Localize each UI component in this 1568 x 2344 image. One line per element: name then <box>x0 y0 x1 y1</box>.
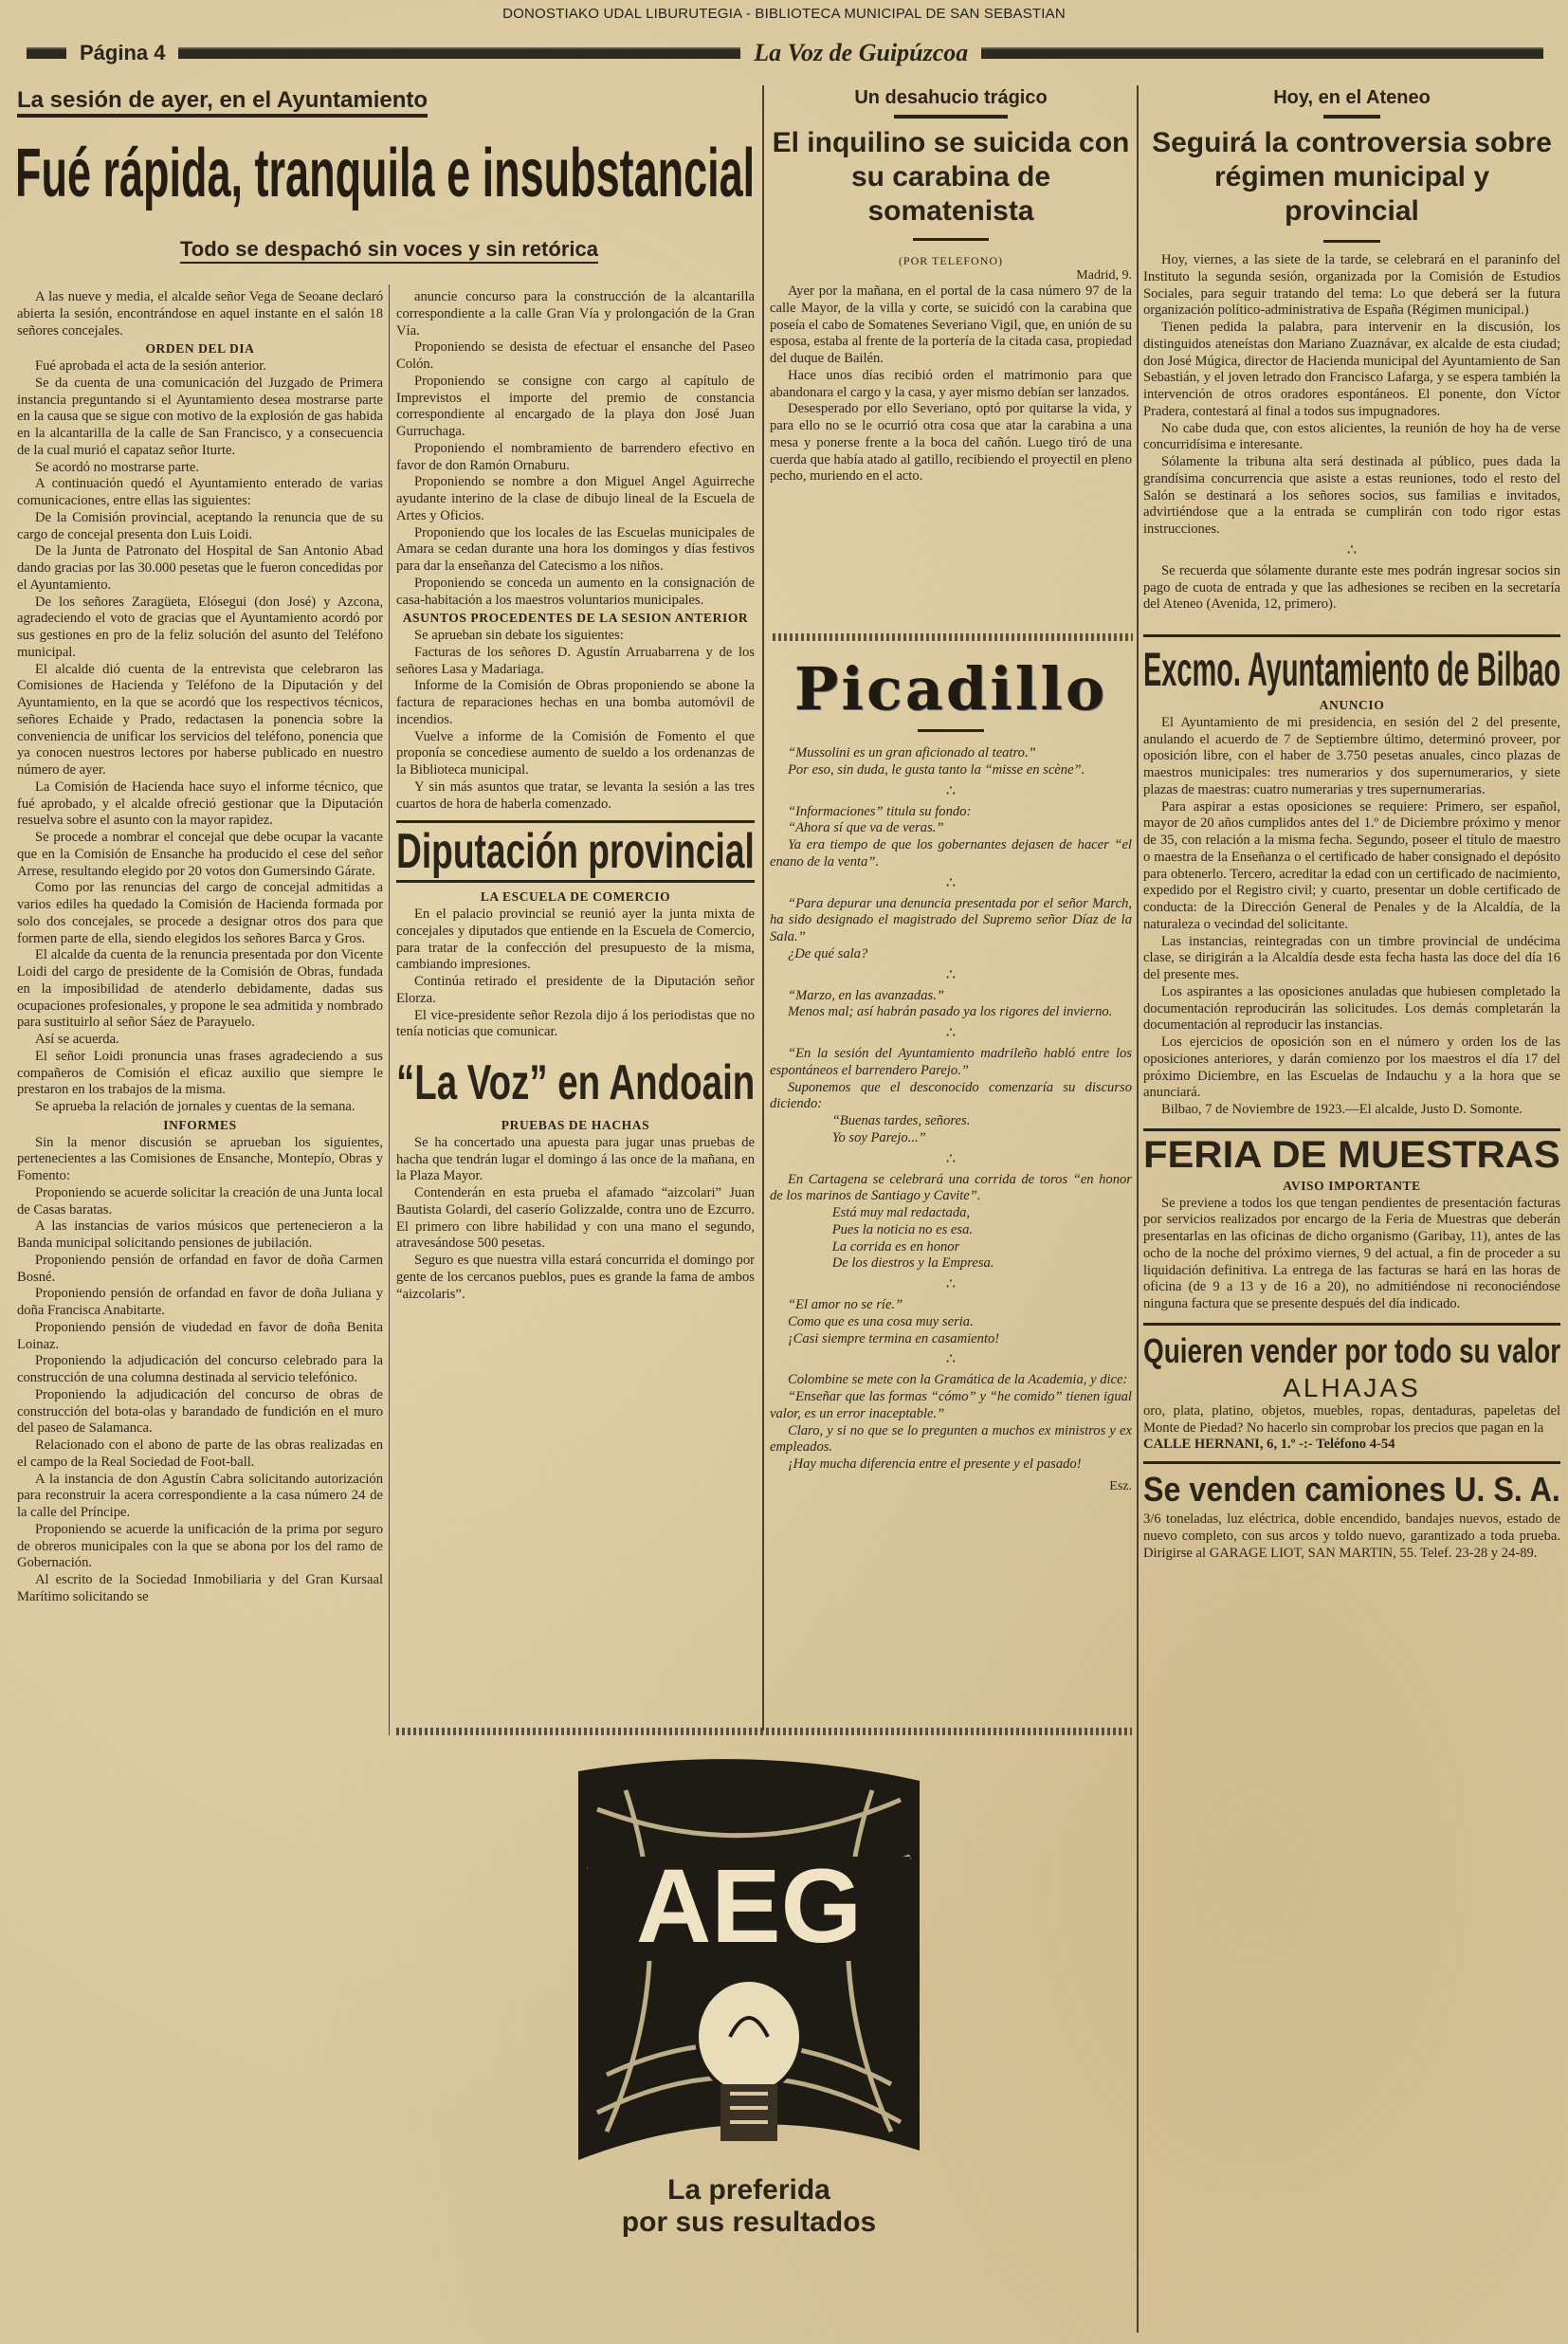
paragraph: Sólamente la tribuna alta será destinada al público, pues dada la grandísima concurrencia que asiste a estas reuniones, todo el resto del Salón se destinará a los señores socios, sus familias e invitados, advirtiéndose que a la entrada se cumplirán con todo rigor estas instrucciones. <box>1143 454 1560 537</box>
page-number: Página 4 <box>80 41 166 64</box>
article-kicker: Hoy, en el Ateneo <box>1273 87 1431 108</box>
paragraph: No cabe duda que, con estos alicientes, la reunión de hoy ha de verse concurridísima e interesante. <box>1143 420 1560 453</box>
paragraph: Proponiendo se desista de efectuar el ensanche del Paseo Colón. <box>396 339 755 372</box>
article-kicker: Un desahucio trágico <box>854 87 1048 108</box>
paragraph: Se aprueba la relación de jornales y cuentas de la semana. <box>34 1099 356 1114</box>
andoain-headline: “La Voz” en Andoain <box>396 1055 756 1110</box>
ad-headline: Se venden camiones U. S. A. <box>1143 1470 1560 1509</box>
paragraph: Menos mal; así habrán pasado ya los rigores del invierno. <box>787 1004 1113 1020</box>
paragraph: El alcalde da cuenta de la renuncia presentada por don Vicente Loidi del cargo de presidente de la Comisión de Obras, fundada en la imposibilidad de atenderlo debidamente, dadas sus ocupaciones profesionales, y propone le sea admitida y nombrado para sustituirlo al señor Sáez de Parayuelo. <box>17 947 383 1031</box>
paragraph: Proponiendo pensión de orfandad en favor de doña Juliana y doña Francisca Anabitarte. <box>17 1286 383 1318</box>
diputacion-headline: Diputación provincial <box>396 824 755 880</box>
ornament-icon: ∴ <box>1346 541 1358 559</box>
paragraph: Proponiendo la adjudicación del concurso celebrado para la construcción de una columna destinada al servicio telefónico. <box>17 1353 383 1385</box>
paragraph: Como por las renuncias del cargo de concejal admitidas a varios ediles ha quedado la Comisión de Hacienda formada por solo dos concejales, se procede a designar otros dos para que formen parte de ella, siendo elegidos los señores Barca y Gros. <box>17 880 383 946</box>
paragraph: Contenderán en esta prueba el afamado “aizcolari” Juan Bautista Golardi, del caserío Golizzalde, contra uno de Ezcurro. El primero con libre habilidad y con una mano el segundo, atravesándose 500 pesetas. <box>396 1185 755 1252</box>
paragraph: Se aprueban sin debate los siguientes: <box>413 628 624 643</box>
paragraph: “Mussolini es un gran aficionado al teatro.” <box>787 745 1036 760</box>
paragraph: Colombine se mete con la Gramática de la Academia, y dice: <box>787 1372 1128 1388</box>
ornament-icon: ∴ <box>945 1351 957 1368</box>
masthead-rule <box>178 47 740 59</box>
paragraph: La Comisión de Hacienda hace suyo el informe técnico, que fué aprobado, y el alcalde ofreció gestionar que la Diputación resuelva sobre el asunto con la mayor rapidez. <box>17 778 383 829</box>
paragraph: anuncie concurso para la construcción de la alcantarilla correspondiente a la calle Gran Vía y prolongación de la Gran Vía. <box>396 289 755 339</box>
paragraph: Para aspirar a estas oposiciones se requiere: Primero, ser español, mayor de 20 años cumplidos antes del 1.º de Diciembre próximo y menor de 35, con relación a la misma fecha. Segundo, poseer el título de maestro o maestra de la Enseñanza o el certificado de haber consignado el depósito para obtenerlo. Tercero, acreditar la edad con un certificado de nacimiento, expedido por el Registro civil; y cuarto, presentar un doble certificado de conducta: de la Dirección General de Penales y de la Alcaldía, de la naturaleza o vecindad del solicitante. <box>1143 798 1560 932</box>
notice-subhead: AVISO IMPORTANTE <box>1283 1178 1421 1193</box>
ateneo-note: Se recuerda que sólamente durante este mes podrán ingresar socios sin pago de cuota de entrada y que las adhesiones se reciben en la secretaría del Ateneo (Avenida, 12, primero). <box>1143 562 1560 613</box>
section-subhead: LA ESCUELA DE COMERCIO <box>480 889 671 905</box>
paragraph: Ya era tiempo de que los gobernantes dejasen de hacer “el enano de la venta”. <box>770 837 1132 870</box>
article-desahucio <box>770 87 1132 485</box>
column-divider <box>1137 85 1139 2333</box>
picadillo-item <box>770 1046 1132 1147</box>
aeg-slogan-line: La preferida <box>667 2174 830 2206</box>
paragraph: Bilbao, 7 de Noviembre de 1923.—El alcalde, Justo D. Somonte. <box>1160 1102 1522 1117</box>
paragraph: Informe de la Comisión de Obras proponiendo se abone la factura de reparaciones hechas en una bomba automóvil de incendios. <box>396 678 755 727</box>
masthead <box>27 38 1543 68</box>
masthead-rule <box>27 47 66 59</box>
diputacion-box <box>396 820 755 883</box>
paragraph: El alcalde dió cuenta de la entrevista que celebraron las Comisiones de Hacienda y Teléfono de la Diputación y del Ayuntamiento, en la que se acordó que los respectivos técnicos, señores Echaide y Prado, redactasen la ponencia sobre la conveniencia de unificar los servicios del teléfono, ponencia que ya conocen nuestros lectores por haberse publicado en nuestro número de ayer. <box>17 661 383 778</box>
paragraph: Así se acuerda. <box>34 1032 119 1047</box>
verse-line: Yo soy Parejo...” <box>831 1129 926 1145</box>
picadillo-item <box>770 988 1132 1022</box>
source-line: (POR TELEFONO) <box>898 254 1004 267</box>
article-ateneo <box>1143 87 1560 613</box>
ad-address: CALLE HERNANI, 6, 1.º -:- Teléfono 4-54 <box>1143 1437 1395 1453</box>
paragraph: Al escrito de la Sociedad Inmobiliaria y del Gran Kursaal Marítimo solicitando se <box>17 1572 383 1604</box>
paragraph: Se da cuenta de una comunicación del Juzgado de Primera instancia preguntando si el Ayuntamiento desea mostrarse parte en la causa que se sigue con motivo de la explosión de gas habida en la alcantarilla de la calle de San Francisco, y a consecuencia de la cual murió el capataz señor Iturte. <box>17 375 383 458</box>
paragraph: Proponiendo pensión de viudedad en favor de doña Benita Loinaz. <box>17 1319 383 1352</box>
ornament-icon: ∴ <box>945 966 957 983</box>
rule <box>913 238 989 241</box>
article-body <box>1143 252 1560 539</box>
paragraph: El señor Loidi pronuncia unas frases agradeciendo a sus compañeros de Comisión el eficaz auxilio que siempre le prestaron en los trabajos de la misma. <box>17 1048 383 1098</box>
paragraph: Se ha concertado una apuesta para jugar unas pruebas de hacha que tendrán lugar el domingo á las once de la mañana, en la Plaza Mayor. <box>396 1134 755 1184</box>
section-subhead: ORDEN DEL DIA <box>145 341 255 357</box>
ornament-icon: ∴ <box>945 874 957 891</box>
paragraph: Como que es una cosa muy seria. <box>787 1313 974 1329</box>
paragraph: Se acordó no mostrarse parte. <box>34 459 200 475</box>
column-divider <box>762 85 764 1731</box>
rule <box>1323 115 1380 119</box>
masthead-rule <box>981 47 1543 59</box>
paragraph: “Marzo, en las avanzadas.” <box>787 987 944 1003</box>
notice-headline: Excmo. Ayuntamiento de Bilbao <box>1143 643 1561 696</box>
article-headline-box <box>15 138 755 209</box>
verse-line: “Buenas tardes, señores. <box>831 1113 971 1128</box>
verse-line: De los diestros y la Empresa. <box>831 1255 994 1272</box>
verse-line: Pues la noticia no es esa. <box>831 1221 974 1237</box>
paragraph: Proponiendo pensión de orfandad en favor de doña Carmen Bosné. <box>17 1252 383 1285</box>
diputacion-body <box>396 888 755 1041</box>
paragraph: En Cartagena se celebrará una corrida de toros “en honor de los marinos de Santiago y Cavite”. <box>770 1171 1132 1204</box>
feria-notice <box>1143 1128 1560 1313</box>
paragraph: Hace unos días recibió orden el matrimonio para que abandonara el cargo y la casa, y ayer mismo debían ser lanzados. <box>770 367 1132 400</box>
paragraph: “Ahora sí que va de veras.” <box>787 820 944 836</box>
paragraph: Proponiendo se consigne con cargo al capítulo de Imprevistos el importe del premio de constancia correspondiente al encargado de la playa don José Juan Gurruchaga. <box>396 373 755 439</box>
paragraph: Proponiendo se acuerde solicitar la creación de una Junta local de Casas baratas. <box>17 1184 383 1218</box>
signature: Esz. <box>1109 1478 1132 1493</box>
notice-body <box>1143 715 1560 1119</box>
paragraph: “Enseñar que las formas “cómo” y “he comido” tienen igual valor, es un error inaceptable.” <box>770 1389 1132 1421</box>
column-divider <box>389 284 390 1735</box>
wavy-rule <box>773 633 1133 641</box>
paragraph: Continúa retirado el presidente de la Diputación señor Elorza. <box>396 974 755 1006</box>
paragraph: Ayer por la mañana, en el portal de la casa número 97 de la calle Mayor, de la villa y corte, se suicidó con la carabina que poseía el cabo de Somatenes Severiano Vigil, que, en unión de su esposa, estaba al frente de la portería de la citada casa, propiedad del duque de Bailén. <box>770 284 1132 366</box>
newspaper-title: La Voz de Guipúzcoa <box>754 39 969 66</box>
verse-line: La corrida es en honor <box>831 1238 960 1254</box>
paragraph: Los ejercicios de oposición son en el número y orden los de las oposiciones anteriores, y darán comienzo por los maestros el día 17 del próximo Diciembre, en las Escuelas de Indauchu y a la hora que se anunciará. <box>1143 1035 1560 1101</box>
paragraph: ¿De qué sala? <box>787 945 868 961</box>
article-body <box>770 284 1132 485</box>
archive-caption: DONOSTIAKO UDAL LIBURUTEGIA - BIBLIOTECA MUNICIPAL DE SAN SEBASTIAN <box>502 6 1066 22</box>
article-column-2 <box>396 289 755 813</box>
paragraph: Las instancias, reintegradas con un timbre provincial de undécima clase, se dirigirán a la Alcaldía desde esta fecha hasta las doce del día 16 del presente mes. <box>1143 933 1560 982</box>
ornament-icon: ∴ <box>945 1025 957 1041</box>
paragraph: “Para depurar una denuncia presentada por el señor March, ha sido designado el magistrado del Supremo señor Díaz de la Sala.” <box>770 895 1132 944</box>
paragraph: Proponiendo que los locales de las Escuelas municipales de Amara se cedan durante una hora los domingos y días festivos para dar la enseñanza del Catecismo a los niños. <box>396 524 755 574</box>
ad-body: 3/6 toneladas, luz eléctrica, doble encendido, bandajes nuevos, estado de nuevo completo, con sus arcos y toldo nuevo, garantizado a toda prueba. Dirigirse al GARAGE LIOT, SAN MARTIN, 55. Telef. 23-28 y 24-89. <box>1143 1511 1560 1561</box>
alhajas-advertisement <box>1143 1323 1560 1454</box>
column-picadillo <box>770 654 1132 1494</box>
article-subhead: Todo se despachó sin voces y sin retórica <box>180 237 598 264</box>
article-headline: Fué rápida, tranquila e insubstancial <box>15 136 756 211</box>
paragraph: Sin la menor discusión se aprueban los siguientes, pertenecientes a las Comisiones de Ensanche, Montepío, Obras y Fomento: <box>17 1134 383 1183</box>
paragraph: Los aspirantes a las oposiciones anuladas que hubiesen completado la documentación reproducirán las solicitudes. Los demás completarán la documentación al reproducir las instancias. <box>1143 983 1560 1034</box>
paragraph: A las instancias de varios músicos que pertenecieron a la Banda municipal solicitando pensiones de jubilación. <box>17 1218 383 1251</box>
paragraph: De la Comisión provincial, aceptando la renuncia que de su cargo de concejal presenta don Luis Loidi. <box>17 509 383 542</box>
paragraph: Proponiendo se acuerde la unificación de la prima por seguro de obreros municipales con la que se abona por los del ramo de Gobernación. <box>17 1521 383 1571</box>
paragraph: Facturas de los señores D. Agustín Arruabarrena y de los señores Lasa y Madariaga. <box>396 644 755 677</box>
picadillo-item <box>770 804 1132 871</box>
paragraph: Desesperado por ello Severiano, optó por quitarse la vida, y para ello no se le ocurrió otra cosa que atar la carabina a una mesa y ponerse frente a la boca del cañón. Luego tiró de una cuerda que había atado al gatillo, recibiendo el proyectil en pleno pecho, muriendo en el acto. <box>770 401 1132 485</box>
paragraph: “En la sesión del Ayuntamiento madrileño habló entre los espontáneos el barrendero Parejo.” <box>770 1046 1132 1078</box>
verse-line: Está muy mal redactada, <box>831 1205 971 1220</box>
picadillo-item <box>770 1172 1132 1273</box>
article-headline: Seguirá la controversia sobre régimen municipal y provincial <box>1152 127 1552 227</box>
article-headline: El inquilino se suicida con su carabina de somatenista <box>772 127 1130 227</box>
paragraph: El Ayuntamiento de mi presidencia, en sesión del 2 del presente, anulando el acuerdo de 7 de Septiembre último, determinó proveer, por oposición libre, con el haber de 3.750 pesetas anuales, cinco plazas de maestros municipales: tres numerarios y dos supernumerarios, y siete plazas de maestras: cuatro numerarias y tres supernumerarias. <box>1143 714 1560 797</box>
picadillo-item <box>770 745 1132 779</box>
wavy-rule <box>396 1728 1132 1735</box>
paragraph: ¡Hay mucha diferencia entre el presente y el pasado! <box>787 1456 1082 1472</box>
picadillo-item <box>770 896 1132 963</box>
picadillo-title: Picadillo <box>793 654 1108 723</box>
section-subhead: PRUEBAS DE HACHAS <box>501 1118 650 1132</box>
paragraph: Proponiendo la adjudicación del concurso de obras de construcción del bota-olas y barandado de fundición en el muro del paseo de Salamanca. <box>17 1386 383 1437</box>
rule <box>918 729 984 732</box>
picadillo-item <box>770 1372 1132 1474</box>
paragraph: Suponemos que el desconocido comenzaría su discurso diciendo: <box>770 1079 1132 1112</box>
paragraph: Proponiendo el nombramiento de barrendero efectivo en favor de don Ramón Ornaburu. <box>396 440 755 473</box>
andoain-box <box>396 1054 755 1111</box>
paragraph: De la Junta de Patronato del Hospital de San Antonio Abad dando gracias por las 30.000 pesetas que le fueron concedidas por el Ayuntamiento. <box>17 543 383 593</box>
paragraph: Vuelve a informe de la Comisión de Fomento el que proponía se concediese aumento de sueldo a los ordenanzas de la Biblioteca municipal. <box>396 728 755 778</box>
paragraph: Tienen pedida la palabra, para intervenir en la discusión, los distinguidos ateneístas don Mariano Zuaznávar, ex alcalde de esta ciudad; don José Múgica, director de Hacienda municipal del Ayuntamiento de San Sebastián, y el joven letrado don Francisco Lafarga, y se espera también la intervención de otros oradores espontáneos. El ponente, don Víctor Pradera, contestará al final a todos sus impugnadores. <box>1143 320 1560 419</box>
paragraph: Fué aprobada el acta de la sesión anterior. <box>34 358 266 374</box>
paragraph: “El amor no se ríe.” <box>787 1297 903 1312</box>
picadillo-items <box>770 745 1132 1474</box>
column-right <box>1143 87 1560 1562</box>
column-2-stack <box>396 289 755 1303</box>
paragraph: El vice-presidente señor Rezola dijo á los periodistas que no tenía noticias que comunicar. <box>396 1007 755 1040</box>
paragraph: Claro, y si no que se lo pregunten a muchos ex ministros y ex empleados. <box>770 1422 1132 1456</box>
ad-headline: Quieren vender por todo su valor <box>1143 1330 1561 1370</box>
article-column-1 <box>17 289 383 1606</box>
paragraph: De los señores Zaragüeta, Elósegui (don José) y Azcona, agradeciendo el voto de gracias que el Ayuntamiento acordó por sus gestiones en pro de la feliz solución del asunto del Teléfono municipal. <box>17 594 383 660</box>
camiones-advertisement <box>1143 1461 1560 1562</box>
paragraph: Proponiendo se nombre a don Miguel Angel Aguirreche ayudante interino de la clase de dibujo lineal de la Escuela de Artes y Oficios. <box>396 474 755 523</box>
andoain-body <box>396 1117 755 1303</box>
paragraph: Por eso, sin duda, le gusta tanto la “misse en scène”. <box>787 761 1085 778</box>
paragraph: Hoy, viernes, a las siete de la tarde, se celebrará en el paraninfo del Instituto la segunda sesión, organizada por la Comisión de Estudios Sociales, para seguir tratando del tema: Lo que deberá ser la futura organización político-administrativa de España (Régimen municipal.) <box>1143 252 1560 319</box>
article-kicker: La sesión de ayer, en el Ayuntamiento <box>17 87 428 118</box>
paragraph: ¡Casi siempre termina en casamiento! <box>787 1330 1000 1346</box>
aeg-slogan-line: por sus resultados <box>621 2207 877 2238</box>
picadillo-item <box>770 1297 1132 1347</box>
paragraph: Proponiendo se conceda un aumento en la consignación de casa-habitación a los maestros voluntarios municipales. <box>396 575 755 608</box>
section-subhead: INFORMES <box>163 1117 237 1132</box>
notice-body: Se previene a todos los que tengan pendientes de presentación facturas por servicios realizados por encargo de la Feria de Muestras que deberán presentarlas en las oficinas de dicho organismo (Garibay, 11), antes de las ocho de la noche del próximo viernes, 9 del actual, a fin de proceder a su liquidación definitiva. La entrega de las facturas se hará en las horas de oficina (de 9 a 13 y de 16 a 20), no admitiéndose ni reconociéndose ninguna factura que se presente después del día indicado. <box>1143 1195 1560 1311</box>
ad-subhead: ALHAJAS <box>1283 1372 1421 1402</box>
rule <box>1323 240 1380 243</box>
paragraph: A continuación quedó el Ayuntamiento enterado de varias comunicaciones, entre ellas las siguientes: <box>17 476 383 508</box>
paragraph: A la instancia de don Agustín Cabra solicitando autorización para reconstruir la acera correspondiente a la casa número 24 de la calle del Príncipe. <box>17 1471 383 1520</box>
notice-headline: FERIA DE MUESTRAS <box>1143 1133 1560 1176</box>
ornament-icon: ∴ <box>945 1276 957 1292</box>
aeg-logo: AEG <box>635 1848 863 1965</box>
paragraph: Se procede a nombrar el concejal que debe ocupar la vacante que en la Comisión de Ensanche ha producido el cese del señor Arrese, resultando elegido por 20 votos don Gumersindo Gárate. <box>17 830 383 879</box>
rule <box>894 115 1008 119</box>
paragraph: Y sin más asuntos que tratar, se levanta la sesión a las tres cuartos de hora de haberla comenzado. <box>396 778 755 812</box>
dateline: Madrid, 9. <box>1076 268 1132 283</box>
section-subhead: ASUNTOS PROCEDENTES DE LA SESION ANTERIOR <box>402 611 749 626</box>
paragraph: Seguro es que nuestra villa estará concurrida el domingo por gente de los cercanos pueblos, pues es grande la fama de ambos “aizcolaris”. <box>396 1253 755 1302</box>
paragraph: A las nueve y media, el alcalde señor Vega de Seoane declaró abierta la sesión, encontrándose en aquel instante en el salón 18 señores concejales. <box>17 289 383 339</box>
notice-subhead: ANUNCIO <box>1319 698 1385 712</box>
aeg-slogan <box>569 2174 929 2239</box>
ornament-icon: ∴ <box>945 782 957 799</box>
ad-body: oro, plata, platino, objetos, muebles, ropas, dentaduras, papeletas del Monte de Piedad? No hacerlo sin comprobar los precios que pagan en la <box>1143 1402 1560 1436</box>
paragraph: “Informaciones” titula su fondo: <box>787 803 972 819</box>
ornament-icon: ∴ <box>945 1150 957 1167</box>
paragraph: Relacionado con el abono de parte de las obras realizadas en el campo de la Real Sociedad de Foot-ball. <box>17 1438 383 1470</box>
paragraph: En el palacio provincial se reunió ayer la junta mixta de concejales y diputados que entiende en la Escuela de Comercio, para tratar de la confección del presupuesto de la misma, cambiando impresiones. <box>396 906 755 973</box>
aeg-advertisement <box>569 1752 929 2264</box>
bilbao-notice <box>1143 634 1560 1119</box>
